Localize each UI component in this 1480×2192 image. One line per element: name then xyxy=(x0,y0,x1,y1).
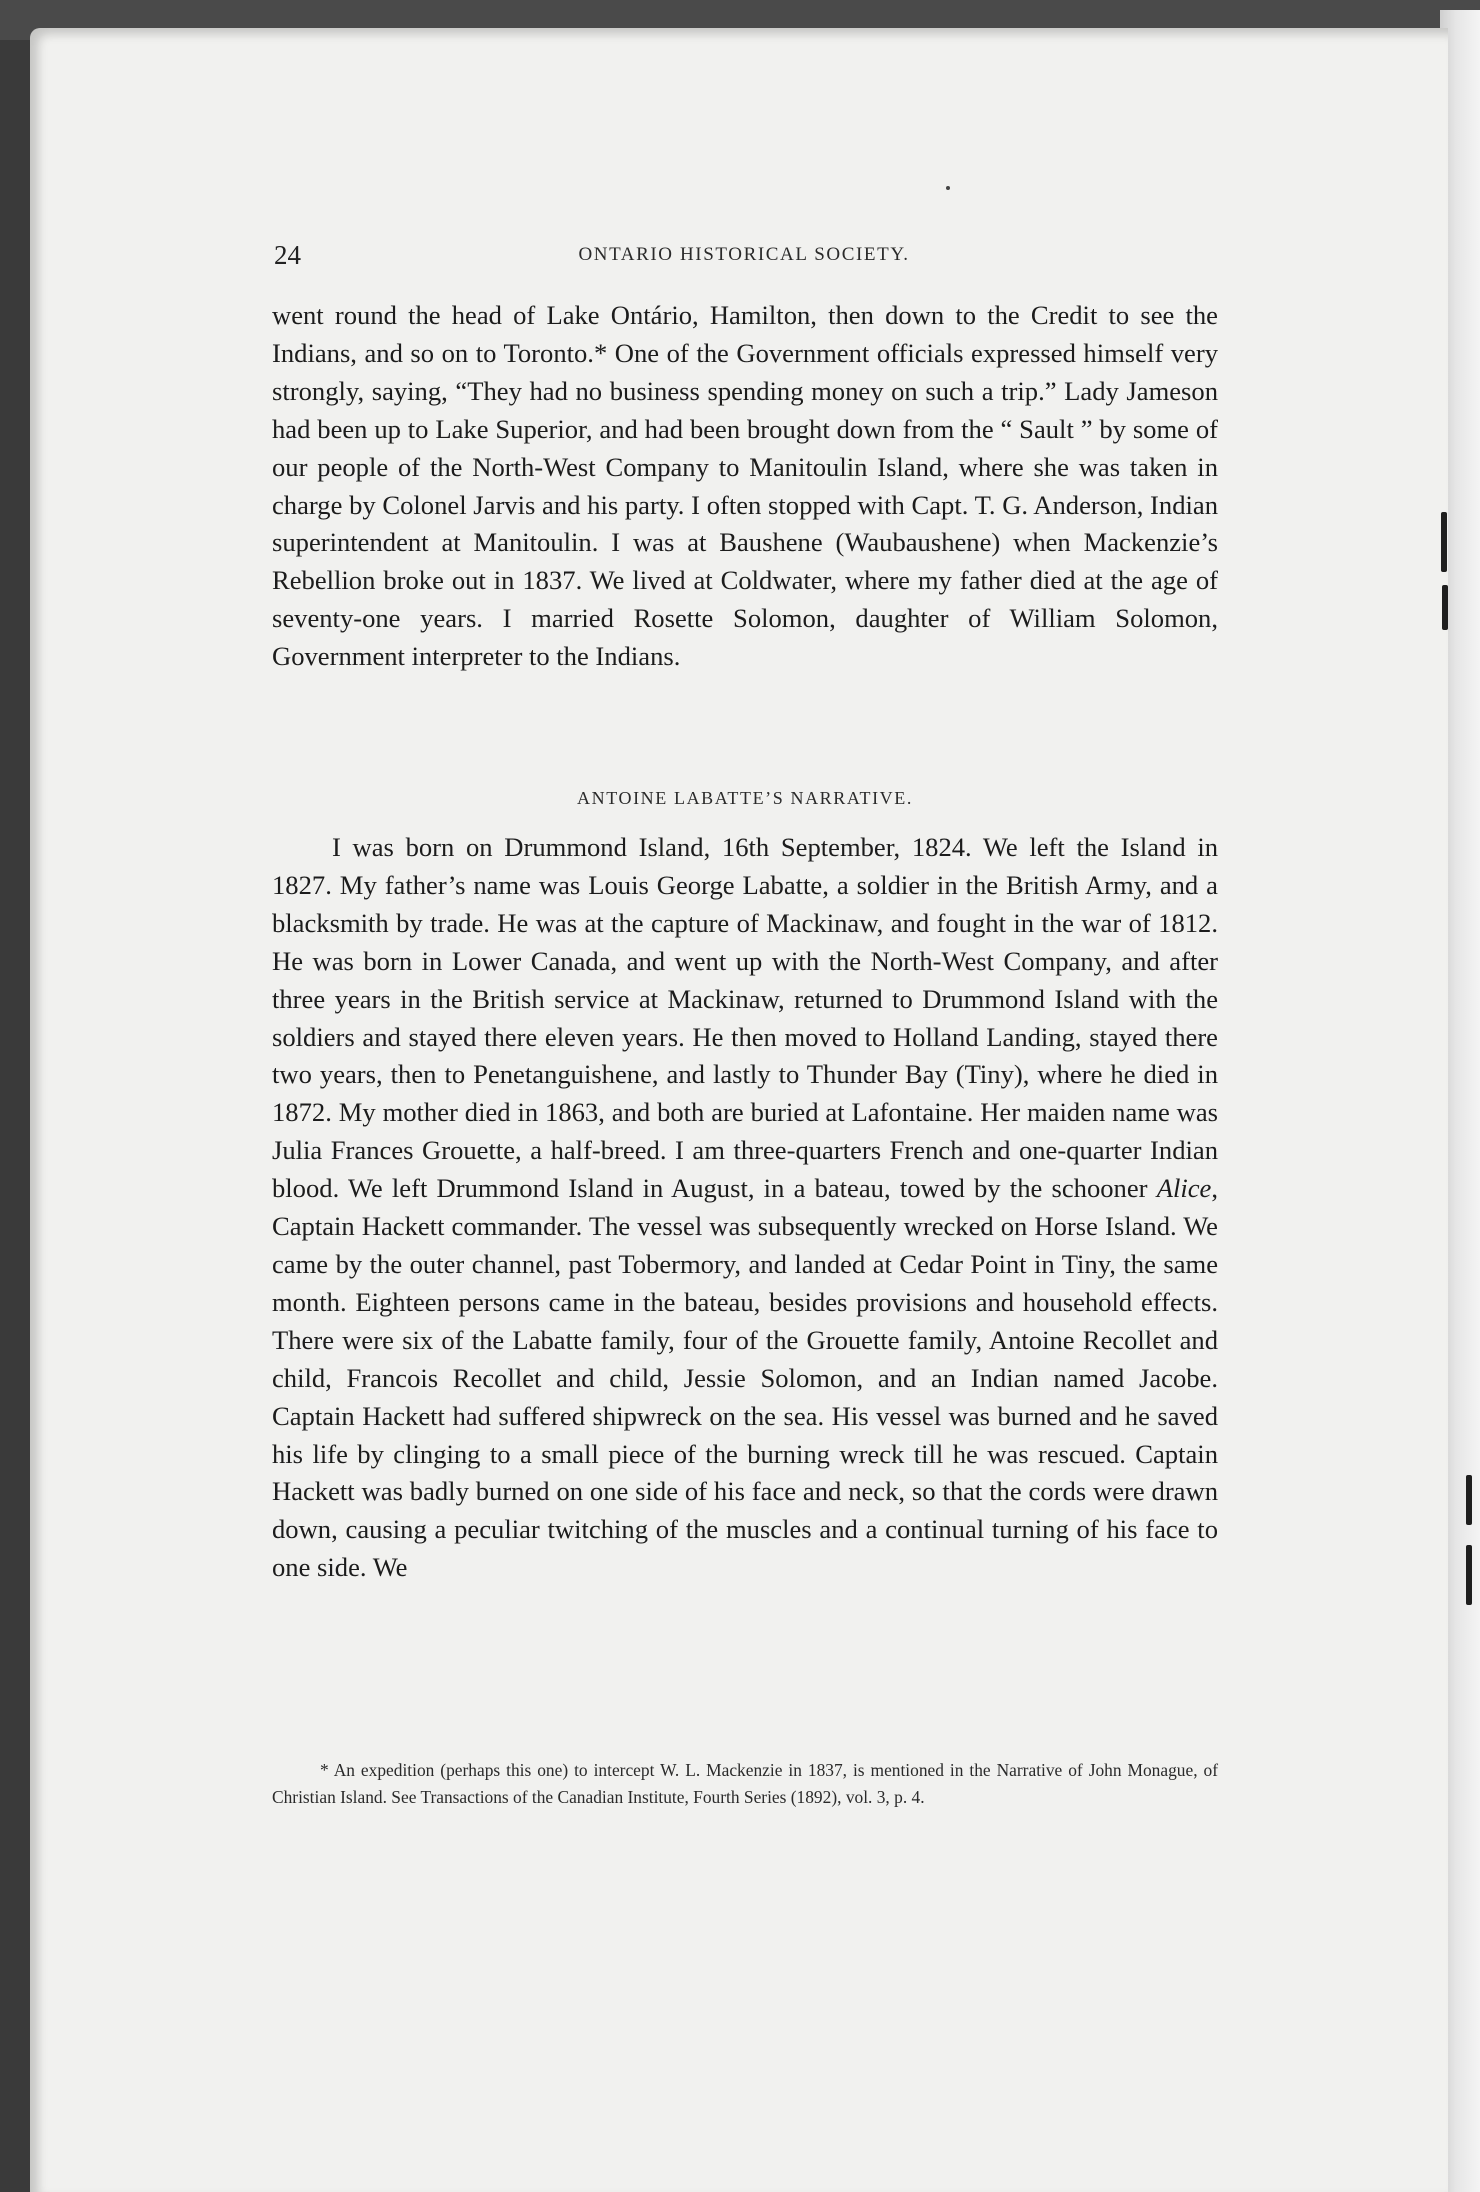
section-heading: ANTOINE LABATTE’S NARRATIVE. xyxy=(577,788,913,808)
narrative-paragraph xyxy=(272,829,1218,1587)
margin-mark xyxy=(1466,1475,1472,1525)
ship-name: Alice xyxy=(1156,1173,1212,1204)
page-number: 24 xyxy=(274,240,301,270)
narrative-text-part1: I was born on Drummond Island, 16th September, 1824. We left the Island in 1827. My father’s name was Louis George Labatte, a soldier in the British Army, and a blacksmith by trade. He was at the capture of Mackinaw, and fought in the war of 1812. He was born in Lower Canada, and went up with the North-West Company, and after three years in the British service at Mackinaw, returned to Drummond Island with the soldiers and stayed there eleven years. He then moved to Holland Landing, stayed there two years, then to Penetanguishene, and lastly to Thunder Bay (Tiny), where he died in 1872. My mother died in 1863, and both are buried at Lafontaine. Her maiden name was Julia Frances Grouette, a half-breed. I am three-quarters French and one-quarter Indian blood. We left Drummond Island in August, in a bateau, towed by the schooner xyxy=(272,832,1218,1204)
margin-mark xyxy=(1442,585,1448,630)
scan-speck xyxy=(946,186,950,190)
margin-mark xyxy=(1466,1545,1472,1605)
running-head: ONTARIO HISTORICAL SOCIETY. xyxy=(578,244,910,265)
paragraph-continued: went round the head of Lake Ontário, Hamilton, then down to the Credit to see the Indians, and so on to Toronto.* One of the Government officials expressed himself very strongly, saying, “They had no business spending money on such a trip.” Lady Jameson had been up to Lake Superior, and had been brought down from the “ Sault ” by some of our people of the North-West Company to Manitoulin Island, where she was taken in charge by Colonel Jarvis and his party. I often stopped with Capt. T. G. Anderson, Indian superintendent at Manitoulin. I was at Baushene (Waubaushene) when Mackenzie’s Rebellion broke out in 1837. We lived at Coldwater, where my father died at the age of seventy-one years. I married Rosette Solomon, daughter of William Solomon, Government interpreter to the Indians. xyxy=(272,300,1218,672)
page-header xyxy=(274,240,1214,280)
footnote: * An expedition (perhaps this one) to intercept W. L. Mackenzie in 1837, is mentioned in the Narrative of John Monague, of Christian Island. See Transactions of the Canadian Institute, Fourth Series (1892), vol. 3, p. 4. xyxy=(272,1760,1218,1807)
narrative-text-part2: , Captain Hackett commander. The vessel was subsequently wrecked on Horse Island. We came by the outer channel, past Tobermory, and landed at Cedar Point in Tiny, the same month. Eighteen persons came in the bateau, besides provisions and household effects. There were six of the Labatte family, four of the Grouette family, Antoine Recollet and child, Francois Recollet and child, Jessie Solomon, and an Indian named Jacobe. Captain Hackett had suffered shipwreck on the sea. His vessel was burned and he saved his life by clinging to a small piece of the burning wreck till he was rescued. Captain Hackett was badly burned on one side of his face and neck, so that the cords were drawn down, causing a peculiar twitching of the muscles and a continual turning of his face to one side. We xyxy=(272,1173,1218,1583)
margin-mark xyxy=(1441,512,1447,572)
